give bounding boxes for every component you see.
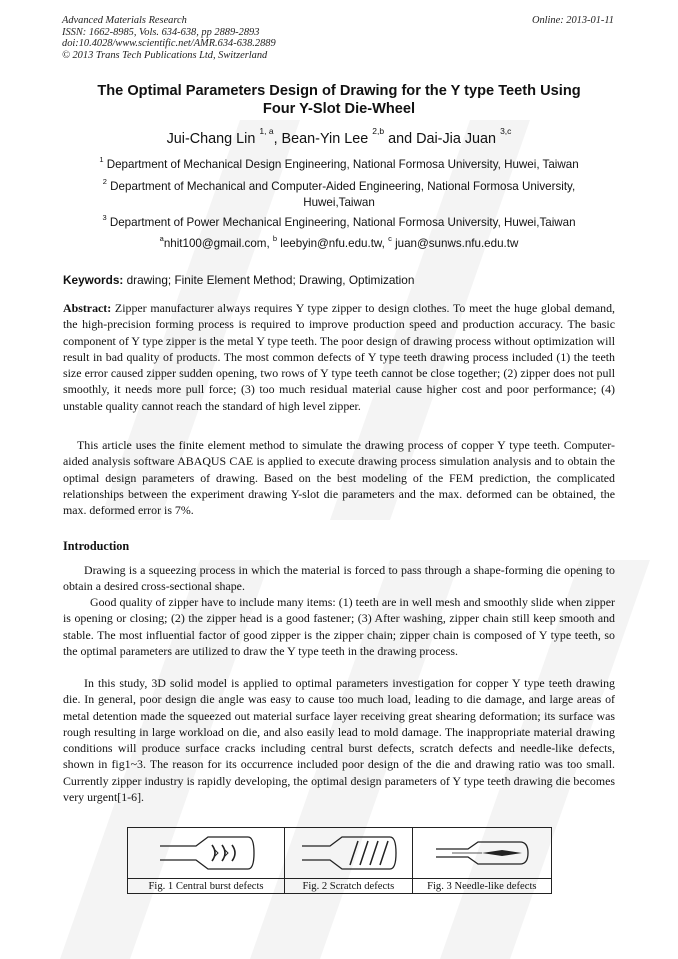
figure-1-cell [128, 828, 285, 879]
author-2-affil: 2,b [372, 126, 385, 136]
author-list [62, 126, 616, 148]
keywords-label: Keywords: [63, 273, 124, 287]
central-burst-defect-image [156, 831, 256, 875]
affiliation-2-number: 2 [102, 177, 107, 186]
figure-2-caption: Fig. 2 Scratch defects [285, 879, 413, 894]
copyright-line: © 2013 Trans Tech Publications Ltd, Switzerland [62, 49, 268, 61]
figure-1-caption: Fig. 1 Central burst defects [128, 879, 285, 894]
affiliation-2-text-cont: Huwei,Taiwan [303, 196, 375, 209]
keywords-text: drawing; Finite Element Method; Drawing, Optimization [123, 273, 415, 287]
title-line-1: The Optimal Parameters Design of Drawing for the Y type Teeth Using [97, 83, 581, 99]
affiliation-3-number: 3 [102, 213, 107, 222]
email-c[interactable]: juan@sunws.nfu.edu.tw [391, 237, 519, 250]
author-3: and Dai-Jia Juan [388, 131, 497, 147]
introduction-heading: Introduction [63, 539, 130, 553]
title-line-2: Four Y-Slot Die-Wheel [262, 101, 416, 117]
affiliation-3 [70, 215, 608, 231]
author-1-affil: 1, a [259, 126, 274, 136]
email-b[interactable]: leebyin@nfu.edu.tw, [277, 237, 389, 250]
email-b-mark: b [272, 234, 278, 243]
journal-name: Advanced Materials Research [62, 15, 187, 26]
figure-3-caption: Fig. 3 Needle-like defects [412, 879, 551, 894]
scratch-defect-image [298, 831, 398, 875]
keywords [63, 273, 617, 288]
online-date: Online: 2013-01-11 [531, 15, 614, 26]
issn-line: ISSN: 1662-8985, Vols. 634-638, pp 2889-2893 [62, 26, 260, 38]
email-c-mark: c [388, 234, 392, 243]
author-3-affil: 3,c [500, 126, 512, 136]
affiliation-3-text: Department of Power Mechanical Engineering, National Formosa University, Huwei,Taiwan [109, 216, 576, 229]
paper-title [62, 82, 616, 118]
abstract-paragraph-2: This article uses the finite element method to simulate the drawing process of copper Y type teeth. Computer-aided analysis software ABAQUS CAE is applied to execute drawing process simulation analysis and to obtain the optimal design parameters of drawing. Based on the best modeling of the FEM prediction, the complicated relationships between the experiment drawing Y-slot die parameters and the max. deformed can be obtained, the max. deformed error is 7%. [63, 438, 615, 517]
intro-paragraph-3: In this study, 3D solid model is applied to optimal parameters investigation for copper Y type teeth drawing die. In general, poor design die angle was easy to cause too much load, leading to die damage, and large areas of metal detention made the squeezed out material surface layer receiving great shearing deformation; its surface was rough resulting in large workload on die, and also easily lead to mold damage. The inappropriate material drawing conditions will produce surface cracks including central burst defects, scratch defects and needle-like defects, shown in fig1~3. The reason for its occurrence included poor design of the die and drawing ratio was too small. Currently zipper industry is rapidly developing, the optimal design parameters of Y type teeth drawing die becomes very urgent[1-6]. [63, 676, 615, 804]
email-a-mark: a [159, 234, 164, 243]
needle-like-defect-image [432, 831, 532, 875]
author-2: , Bean-Yin Lee [273, 131, 369, 147]
intro-paragraph-2: Good quality of zipper have to include many items: (1) teeth are in well mesh and smoothly slide when zipper is opening or closing; (2) the zipper head is a good fastener; (3) After washing, zipper chain still keep smooth and stable. The most influential factor of good zipper is the zipper chain; zipper chain is composed of Y type teeth, so the optimal parameters are utilized to draw the Y type teeth in the drawing process. [63, 595, 615, 658]
author-emails [62, 236, 616, 251]
figure-3-cell [412, 828, 551, 879]
affiliation-2-text: Department of Mechanical and Computer-Aided Engineering, National Formosa University, [110, 180, 576, 193]
affiliation-1 [70, 157, 608, 173]
intro-paragraph-1: Drawing is a squeezing process in which the material is forced to pass through a shape-forming die opening to obtain a desired cross-sectional shape. [63, 563, 615, 594]
journal-header [62, 15, 276, 61]
abstract-paragraph-1 [63, 300, 615, 414]
author-1: Jui-Chang Lin [166, 131, 256, 147]
abstract-text-1: Zipper manufacturer always requires Y type zipper to design clothes. To meet the huge global demand, the high-precision forming process is required to improve production speed and production accuracy. The basic component of Y type zipper is the metal Y type teeth. The poor design of drawing process without optimization will result in bad quality of products. The most common defects of Y type teeth drawing process included (1) the teeth size error caused zipper sudden opening, two rows of Y type teeth cannot be close together; (2) zipper does not pull smoothly, it needs more pull force; (3) too much residual material cause higher cost and poor performance; (4) unstable quality cannot reach the standard of high level zipper. [63, 301, 615, 413]
figure-table [127, 827, 552, 894]
figure-2-cell [285, 828, 413, 879]
affiliation-1-number: 1 [99, 155, 104, 164]
doi-line[interactable]: doi:10.4028/www.scientific.net/AMR.634-638.2889 [62, 38, 276, 50]
email-a[interactable]: nhit100@gmail.com, [163, 237, 273, 250]
abstract-label: Abstract: [63, 301, 112, 315]
affiliation-1-text: Department of Mechanical Design Engineering, National Formosa University, Huwei, Taiwan [106, 158, 579, 171]
affiliation-2 [70, 179, 608, 211]
